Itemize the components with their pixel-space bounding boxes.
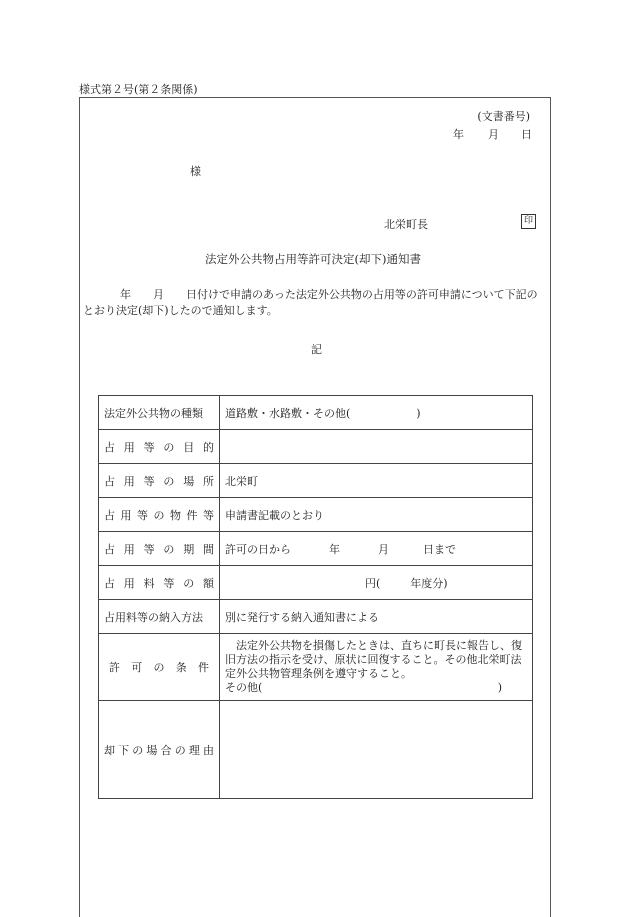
label-char: の xyxy=(163,440,175,454)
fee-yen: 円( xyxy=(365,576,381,590)
ki-heading: 記 xyxy=(311,343,322,356)
label-object xyxy=(99,498,220,532)
value-purpose xyxy=(220,430,533,464)
conditions-other-close: ) xyxy=(497,681,502,694)
label-type: 法定外公共物の種類 xyxy=(99,396,220,430)
label-char: 占 xyxy=(104,440,115,454)
label-payment: 占用料等の納入方法 xyxy=(99,600,220,634)
date-year: 年 xyxy=(453,128,464,141)
value-rejection xyxy=(220,701,533,799)
label-char: 間 xyxy=(202,542,214,556)
label-char: の xyxy=(163,542,175,556)
label-char: 等 xyxy=(143,542,155,556)
fee-fiscal-year: 年度分) xyxy=(410,576,448,590)
label-conditions xyxy=(99,634,220,701)
label-char: 用 xyxy=(120,508,132,522)
date-month: 月 xyxy=(488,128,499,141)
label-char: 目 xyxy=(183,440,195,454)
label-char: 等 xyxy=(203,508,214,522)
label-period-text xyxy=(104,541,214,557)
label-char: 由 xyxy=(202,743,214,757)
body-year: 年 xyxy=(120,288,131,301)
table-row xyxy=(99,430,533,464)
label-fee xyxy=(99,566,220,600)
label-char: 用 xyxy=(123,440,135,454)
form-label: 様式第２号(第２条関係) xyxy=(79,83,198,96)
period-month: 月 xyxy=(378,542,389,556)
body-text: 日付けで申請のあった法定外公共物の占用等の許可申請について下記のとおり決定(却下)したので通知します。 xyxy=(83,288,538,317)
table-row xyxy=(99,566,533,600)
label-char: 料 xyxy=(143,576,155,590)
label-place-text xyxy=(104,473,214,489)
label-object-text xyxy=(104,507,214,523)
table-row xyxy=(99,464,533,498)
label-char: 額 xyxy=(202,576,214,590)
label-purpose-text xyxy=(104,439,214,455)
label-char: 期 xyxy=(183,542,195,556)
label-char: 場 xyxy=(183,474,195,488)
value-payment: 別に発行する納入通知書による xyxy=(220,600,533,634)
label-char: 占 xyxy=(104,508,115,522)
label-purpose xyxy=(99,430,220,464)
label-char: の xyxy=(153,508,165,522)
label-char: 所 xyxy=(202,474,214,488)
table-row xyxy=(99,396,533,430)
date-day: 日 xyxy=(521,128,532,141)
conditions-other xyxy=(225,681,527,695)
period-from: 許可の日から xyxy=(225,542,291,556)
value-type: 道路敷・水路敷・その他( ) xyxy=(220,396,533,430)
date-line xyxy=(453,126,532,142)
label-char: の xyxy=(153,661,165,674)
label-char: 合 xyxy=(160,743,172,757)
label-char: の xyxy=(174,743,186,757)
label-rejection-text xyxy=(104,742,214,758)
label-char: 場 xyxy=(146,743,158,757)
label-char: の xyxy=(132,743,144,757)
label-char: 理 xyxy=(188,743,200,757)
label-char: 件 xyxy=(186,508,198,522)
label-char: 件 xyxy=(198,661,209,674)
label-char: 等 xyxy=(143,474,155,488)
table-row xyxy=(99,532,533,566)
table-row xyxy=(99,701,533,799)
label-char: 却 xyxy=(104,743,115,757)
addressee-suffix: 様 xyxy=(190,165,201,178)
seal-mark: 印 xyxy=(521,214,536,229)
conditions-text: 法定外公共物を損傷したときは、直ちに町長に報告し、復旧方法の指示を受け、原状に回復すること。その他北栄町法定外公共物管理条例を遵守すること。 xyxy=(225,639,522,680)
label-place xyxy=(99,464,220,498)
label-char: 占 xyxy=(104,474,115,488)
label-char: 可 xyxy=(131,661,143,674)
label-char: の xyxy=(183,576,195,590)
value-fee xyxy=(220,566,533,600)
label-fee-text xyxy=(104,575,214,591)
body-month: 月 xyxy=(153,288,164,301)
table-row xyxy=(99,600,533,634)
label-char: 等 xyxy=(143,440,155,454)
value-period xyxy=(220,532,533,566)
label-period xyxy=(99,532,220,566)
table-row xyxy=(99,634,533,701)
label-char: 的 xyxy=(202,440,214,454)
label-char: 等 xyxy=(137,508,148,522)
value-place: 北栄町 xyxy=(220,464,533,498)
label-char: の xyxy=(163,474,175,488)
label-char: 占 xyxy=(104,576,115,590)
value-object: 申請書記載のとおり xyxy=(220,498,533,532)
label-char: 用 xyxy=(123,542,135,556)
info-table xyxy=(98,395,533,799)
table-row xyxy=(99,498,533,532)
period-day: 日まで xyxy=(423,542,456,556)
label-char: 条 xyxy=(175,661,187,674)
sender-name: 北栄町長 xyxy=(384,218,428,231)
value-conditions xyxy=(220,634,533,701)
label-char: 用 xyxy=(123,474,135,488)
body-paragraph xyxy=(83,287,548,319)
label-char: 許 xyxy=(109,661,120,674)
label-char: 物 xyxy=(170,508,181,522)
document-title: 法定外公共物占用等許可決定(却下)通知書 xyxy=(205,252,421,266)
label-rejection xyxy=(99,701,220,799)
label-char: 用 xyxy=(123,576,135,590)
label-char: 占 xyxy=(104,542,115,556)
label-char: 下 xyxy=(118,743,130,757)
period-year: 年 xyxy=(329,542,340,556)
document-number-label: (文書番号) xyxy=(477,110,530,123)
label-char: 等 xyxy=(163,576,175,590)
label-conditions-text xyxy=(104,659,214,675)
conditions-other-open: その他( xyxy=(225,681,263,694)
